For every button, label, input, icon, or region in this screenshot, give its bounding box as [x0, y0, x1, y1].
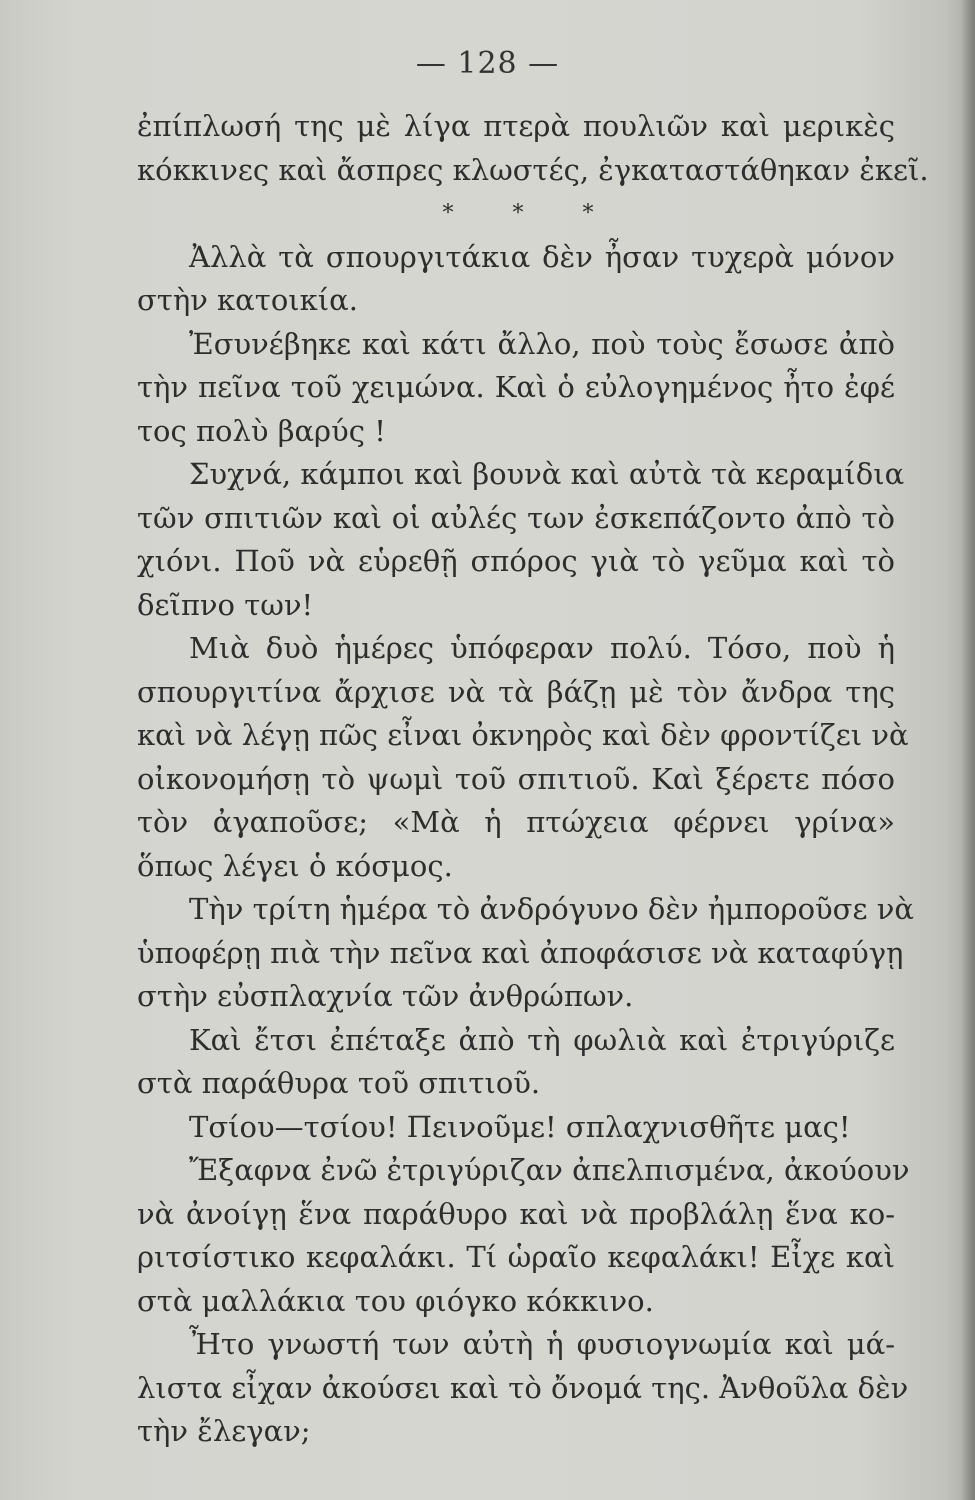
text-line: σπουργιτίνα ἄρχισε νὰ τὰ βάζῃ μὲ τὸν ἄνδρα της: [137, 674, 895, 709]
text-line: τῶν σπιτιῶν καὶ οἱ αὐλές των ἐσκεπάζοντο ἀπὸ τὸ: [137, 500, 895, 535]
body-text: [137, 105, 929, 1454]
text-line: Ἀλλὰ τὰ σπουργιτάκια δὲν ἦσαν τυχερὰ μόνον: [189, 239, 895, 274]
text-line: τὸν ἀγαποῦσε; «Μὰ ἡ πτώχεια φέρνει γρίνα»: [137, 805, 895, 839]
text-line: κόκκινες καὶ ἄσπρες κλωστές, ἐγκαταστάθηκαν ἐκεῖ.: [137, 152, 929, 187]
text-line: ὑποφέρῃ πιὰ τὴν πεῖνα καὶ ἀποφάσισε νὰ καταφύγῃ: [137, 935, 904, 970]
text-line: νὰ ἀνοίγῃ ἕνα παράθυρο καὶ νὰ προβλάλῃ ἕνα κο-: [137, 1196, 895, 1231]
text-line: ριτσίστικο κεφαλάκι. Τί ὡραῖο κεφαλάκι! Εἶχε καὶ: [137, 1240, 895, 1274]
text-line: στὴν εὐσπλαχνία τῶν ἀνθρώπων.: [137, 979, 634, 1013]
text-line: καὶ νὰ λέγῃ πῶς εἶναι ὀκνηρὸς καὶ δὲν φροντίζει νὰ: [137, 718, 909, 752]
text-line: Ἦτο γνωστή των αὐτὴ ἡ φυσιογνωμία καὶ μά-: [189, 1327, 895, 1361]
text-line: Καὶ ἔτσι ἐπέταξε ἀπὸ τὴ φωλιὰ καὶ ἐτριγύριζε: [189, 1022, 895, 1057]
text-line: στὰ παράθυρα τοῦ σπιτιοῦ.: [137, 1066, 541, 1100]
text-line: Συχνά, κάμποι καὶ βουνὰ καὶ αὐτὰ τὰ κεραμίδια: [189, 457, 905, 491]
text-line: τὴν πεῖνα τοῦ χειμώνα. Καὶ ὁ εὐλογημένος ἦτο ἐφέ: [137, 370, 895, 404]
text-line: στὰ μαλλάκια του φιόγκο κόκκινο.: [137, 1283, 654, 1318]
text-line: ἐπίπλωσή της μὲ λίγα πτερὰ πουλιῶν καὶ μερικὲς: [137, 109, 895, 143]
text-line: ὅπως λέγει ὁ κόσμος.: [137, 848, 453, 883]
section-break: * * *: [442, 201, 620, 226]
page-number: — 128 —: [415, 46, 560, 81]
text-line: Μιὰ δυὸ ἡμέρες ὑπόφεραν πολύ. Τόσο, ποὺ ἡ: [189, 631, 895, 665]
text-line: στὴν κατοικία.: [137, 283, 358, 317]
text-line: Τὴν τρίτη ἡμέρα τὸ ἀνδρόγυνο δὲν ἠμποροῦσε νὰ: [189, 892, 914, 926]
text-line: τος πολὺ βαρύς !: [137, 413, 386, 448]
text-line: Ἐσυνέβηκε καὶ κάτι ἄλλο, ποὺ τοὺς ἔσωσε ἀπὸ: [189, 326, 895, 361]
page-edge-shadow: [961, 0, 975, 1500]
text-line: τὴν ἔλεγαν;: [137, 1414, 311, 1448]
text-line: Τσίου—τσίου! Πεινοῦμε! σπλαχνισθῆτε μας!: [189, 1109, 851, 1144]
text-line: Ἔξαφνα ἐνῶ ἐτριγύριζαν ἀπελπισμένα, ἀκούουν: [189, 1153, 910, 1187]
text-line: οἰκονομήσῃ τὸ ψωμὶ τοῦ σπιτιοῦ. Καὶ ξέρετε πόσο: [137, 761, 895, 796]
text-line: χιόνι. Ποῦ νὰ εὑρεθῇ σπόρος γιὰ τὸ γεῦμα καὶ τὸ: [137, 544, 895, 578]
text-line: δεῖπνο των!: [137, 587, 314, 622]
text-line: λιστα εἶχαν ἀκούσει καὶ τὸ ὄνομά της. Ἀνθοῦλα δὲν: [137, 1370, 909, 1405]
